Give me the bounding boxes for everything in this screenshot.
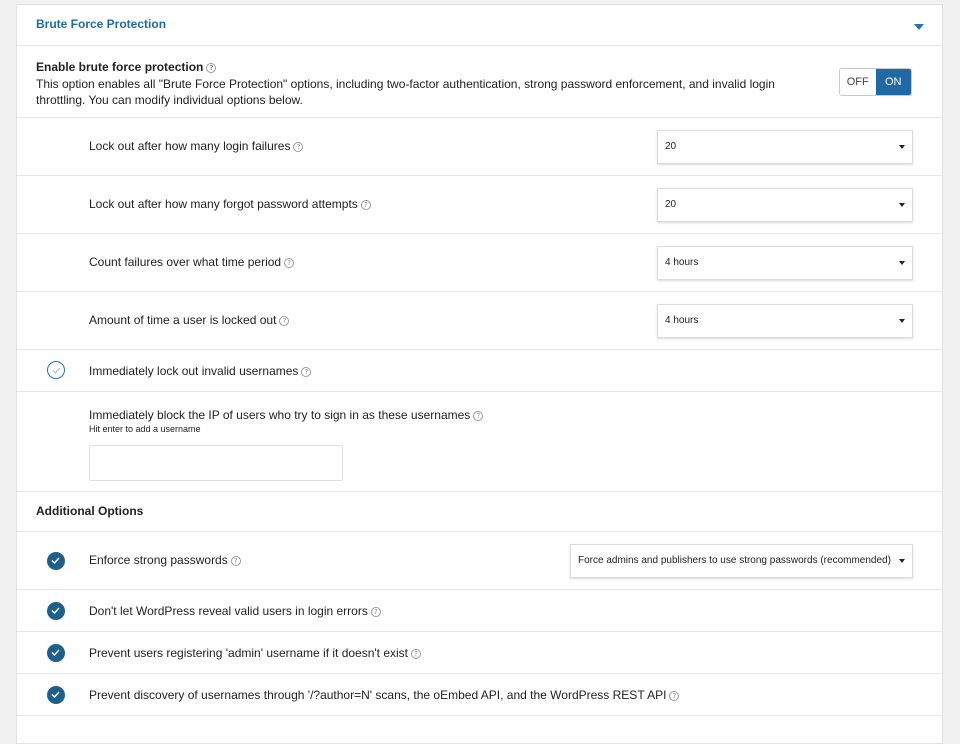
help-icon[interactable]: ? <box>284 258 294 268</box>
help-icon[interactable]: ? <box>206 63 216 73</box>
section-title: Additional Options <box>36 504 144 518</box>
unchecked-checkbox-icon[interactable] <box>47 361 65 379</box>
chevron-down-icon <box>899 203 905 207</box>
toggle-off-option[interactable]: OFF <box>840 69 876 95</box>
strong-passwords-row <box>17 532 942 590</box>
help-icon[interactable]: ? <box>293 142 303 152</box>
help-icon[interactable]: ? <box>669 691 679 701</box>
chevron-down-icon <box>899 145 905 149</box>
toggle-on-option[interactable]: ON <box>876 69 912 95</box>
panel-title: Brute Force Protection <box>36 17 167 31</box>
option-label: Prevent users registering 'admin' username if it doesn't exist <box>89 646 409 660</box>
option-row-login-errors <box>17 590 942 632</box>
enable-title-wrap <box>36 60 216 74</box>
checked-checkbox-icon[interactable] <box>47 644 65 662</box>
chevron-down-icon <box>899 559 905 563</box>
usernames-input[interactable] <box>89 445 343 481</box>
option-row-username-discovery <box>17 674 942 716</box>
select-value: 20 <box>665 141 677 152</box>
setting-row-forgot-password <box>17 176 942 234</box>
option-label-wrap <box>89 688 679 702</box>
select-value: 4 hours <box>665 315 699 326</box>
option-label-wrap <box>89 364 311 378</box>
help-icon[interactable]: ? <box>371 607 381 617</box>
help-icon[interactable]: ? <box>473 411 483 421</box>
time-period-select[interactable] <box>657 246 913 280</box>
setting-row-time-period <box>17 234 942 292</box>
enable-title: Enable brute force protection <box>36 60 204 74</box>
setting-row-login-failures <box>17 118 942 176</box>
option-label: Enforce strong passwords <box>89 553 228 567</box>
panel-header[interactable] <box>17 5 942 46</box>
setting-label-wrap <box>89 139 303 153</box>
immediate-lockout-row <box>17 350 942 392</box>
login-failures-select[interactable] <box>657 130 913 164</box>
chevron-down-icon <box>899 261 905 265</box>
enable-row <box>17 46 942 118</box>
select-value: 4 hours <box>665 257 699 268</box>
setting-label: Lock out after how many login failures <box>89 139 291 153</box>
help-icon[interactable]: ? <box>411 649 421 659</box>
additional-options-header <box>17 492 942 532</box>
option-label: Don't let WordPress reveal valid users in login errors <box>89 604 368 618</box>
setting-label-wrap <box>89 313 289 327</box>
option-label-wrap <box>89 408 483 422</box>
chevron-down-icon <box>899 319 905 323</box>
option-label-wrap <box>89 553 241 567</box>
help-icon[interactable]: ? <box>361 200 371 210</box>
select-value: Force admins and publishers to use strong passwords (recommended) <box>578 555 891 566</box>
enable-description: This option enables all "Brute Force Protection" options, including two-factor authentication, strong password enforcement, and invalid login throttling. You can modify individual options below. <box>36 77 775 107</box>
setting-row-lockout-time <box>17 292 942 350</box>
checked-checkbox-icon[interactable] <box>47 602 65 620</box>
help-icon[interactable]: ? <box>279 316 289 326</box>
lockout-time-select[interactable] <box>657 304 913 338</box>
option-label: Prevent discovery of usernames through '/?author=N' scans, the oEmbed API, and the WordPress REST API <box>89 688 667 702</box>
help-icon[interactable]: ? <box>231 556 241 566</box>
setting-label-wrap <box>89 255 294 269</box>
collapse-chevron-icon[interactable] <box>914 24 924 30</box>
setting-label-wrap <box>89 197 371 211</box>
option-label: Immediately lock out invalid usernames <box>89 364 299 378</box>
option-label-wrap <box>89 604 381 618</box>
forgot-password-select[interactable] <box>657 188 913 222</box>
setting-label: Count failures over what time period <box>89 255 282 269</box>
enable-toggle[interactable] <box>839 68 912 96</box>
usernames-hint: Hit enter to add a username <box>89 424 201 434</box>
checked-checkbox-icon[interactable] <box>47 686 65 704</box>
option-row-admin-username <box>17 632 942 674</box>
strong-passwords-select[interactable] <box>570 544 913 578</box>
brute-force-panel <box>16 4 943 744</box>
checked-checkbox-icon[interactable] <box>47 552 65 570</box>
setting-label: Amount of time a user is locked out <box>89 313 277 327</box>
block-usernames-row <box>17 392 942 492</box>
select-value: 20 <box>665 199 677 210</box>
option-label: Immediately block the IP of users who try to sign in as these usernames <box>89 408 471 422</box>
option-label-wrap <box>89 646 421 660</box>
help-icon[interactable]: ? <box>301 367 311 377</box>
setting-label: Lock out after how many forgot password attempts <box>89 197 358 211</box>
